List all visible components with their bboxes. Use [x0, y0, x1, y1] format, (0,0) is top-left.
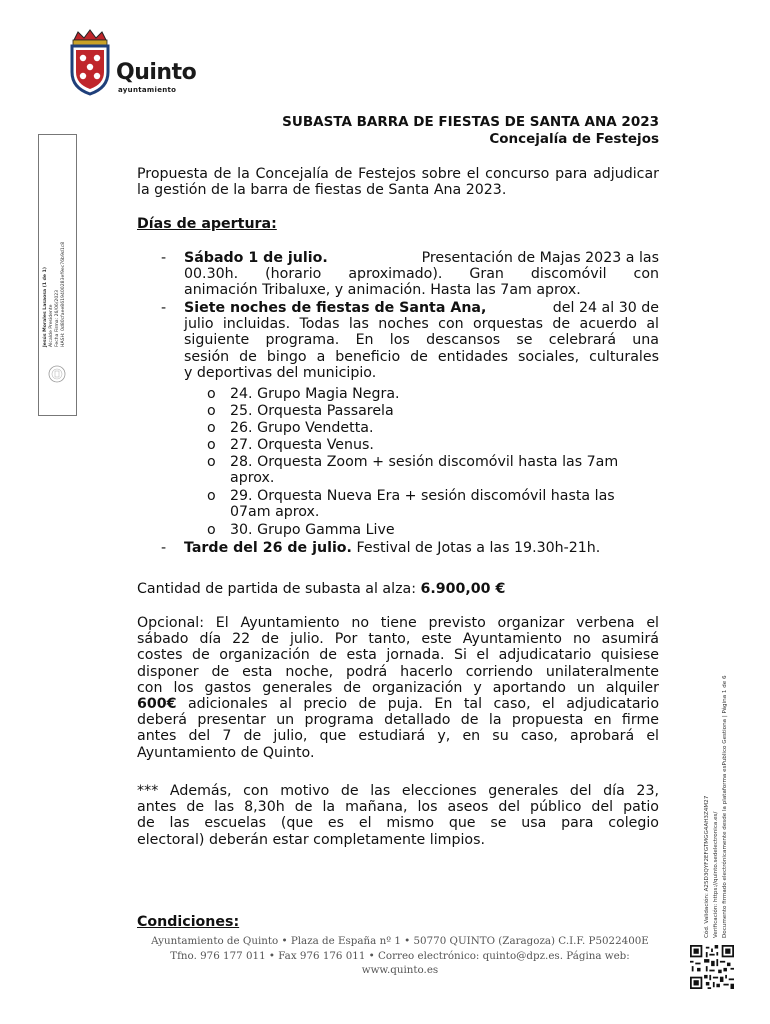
sub-bullet: o — [207, 522, 216, 538]
intro-paragraph: Propuesta de la Concejalía de Festejos sobre el concurso para adjudicar la gestión de la barra de fiestas de Santa Ana 2023. — [137, 166, 659, 199]
orchestra-item: 30. Grupo Gamma Live — [230, 522, 395, 538]
qr-code-icon — [690, 945, 734, 989]
document-subtitle: Concejalía de Festejos — [489, 131, 659, 147]
orchestra-item: 27. Orquesta Venus. — [230, 437, 374, 453]
sub-bullet: o — [207, 420, 216, 436]
schedule-item: Sábado 1 de julio. Presentación de Majas 2023 a las 00.30h. (horario aproximado). Gran discomóvil con animación Tribaluxe, y animación. Hasta las 7am aprox. — [184, 250, 659, 299]
optional-paragraph: Opcional: El Ayuntamiento no tiene previsto organizar verbena el sábado día 22 de julio. Por tanto, este Ayuntamiento no asumirá costes de organización de esta jornada. Si el adjudicatario quisiese disponer de esta noche, podrá hacerlo corriendo unilateralmente con los gastos generales de organización y aportando un alquiler 600€ adicionales al precio de puja. En tal caso, el adjudicatario deberá presentar un programa detallado de la propuesta en firme antes del 7 de julio, que estudiará y, en su caso, aprobará el Ayuntamiento de Quinto. — [137, 615, 659, 761]
orchestra-item: 28. Orquesta Zoom + sesión discomóvil hasta las 7am aprox. — [230, 454, 619, 487]
logo-subtitle: ayuntamiento — [118, 86, 177, 94]
schedule-list — [137, 250, 659, 570]
orchestra-item: 29. Orquesta Nueva Era + sesión discomóvil hasta las 07am aprox. — [230, 488, 615, 521]
conditions-heading: Condiciones: — [137, 914, 240, 930]
bullet-dash: - — [161, 300, 167, 316]
sub-bullet: o — [207, 454, 216, 470]
bullet-dash: - — [161, 540, 167, 556]
bullet-dash: - — [161, 250, 167, 266]
sub-bullet: o — [207, 403, 216, 419]
page-footer: Ayuntamiento de Quinto • Plaza de España nº 1 • 50770 QUINTO (Zaragoza) C.I.F. P5022400E Tfno. 976 177 011 • Fax 976 176 011 • Correo electrónico: quinto@dpz.es. Página web: www.quinto.es — [151, 935, 649, 976]
sub-bullet: o — [207, 386, 216, 402]
schedule-item: Tarde del 26 de julio. Festival de Jotas a las 19.30h-21h. — [184, 540, 601, 556]
document-title: SUBASTA BARRA DE FIESTAS DE SANTA ANA 2023 — [282, 114, 659, 130]
seal-icon — [48, 365, 66, 383]
orchestra-item: 26. Grupo Vendetta. — [230, 420, 374, 436]
orchestra-item: 25. Orquesta Passarela — [230, 403, 394, 419]
sub-bullet: o — [207, 488, 216, 504]
schedule-item: Siete noches de fiestas de Santa Ana, del 24 al 30 de julio incluidas. Todas las noches con orquestas de acuerdo al siguiente programa. En los descansos se celebrará una sesión de bingo a beneficio de entidades sociales, culturales y deportivas del municipio. — [184, 300, 659, 381]
logo-wordmark: Quinto — [116, 60, 197, 85]
elections-paragraph: *** Además, con motivo de las elecciones generales del día 23, antes de las 8,30h de la mañana, los aseos del público del patio de las escuelas (que es el mismo que se usa para colegio electoral) deberán estar completamente limpios. — [137, 783, 659, 848]
starting-bid-line: Cantidad de partida de subasta al alza: 6.900,00 € — [137, 581, 506, 597]
dias-heading: Días de apertura: — [137, 216, 277, 232]
orchestra-item: 24. Grupo Magia Negra. — [230, 386, 400, 402]
signature-box: Jesús Morales Lasaosa (1 de 1) Alcalde Presidente Fecha Firma: 26/06/2023 HASH: 0d80cfaee8619400283ef9ec76b9d1c8 — [38, 134, 77, 416]
sub-bullet: o — [207, 437, 216, 453]
starting-bid-value: 6.900,00 € — [420, 581, 506, 597]
